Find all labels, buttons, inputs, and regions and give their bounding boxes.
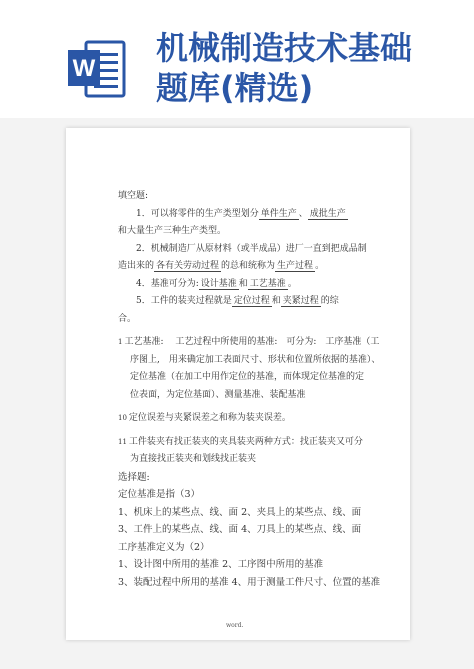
choice-1: 定位基准是指（3） [118, 489, 201, 500]
choice-1-options: 1、机床上的某些点、线、面 2、夹具上的某些点、线、面 [118, 506, 362, 518]
question-4: 4．基准可分为: 设计基准 和 工艺基准 。 [136, 278, 297, 289]
page-title [156, 28, 468, 108]
page-footer: word. [226, 622, 244, 629]
word-icon [64, 36, 130, 102]
title-line-2: 题库(精选) [156, 69, 314, 107]
question-5: 5．工件的装夹过程就是 定位过程 和 夹紧过程 的综 [136, 296, 339, 306]
question-2: 2．机械制造厂从原材料（或半成品）进厂一直到把成品制 [136, 243, 367, 254]
item-10: 10 定位误差与夹紧误差之和称为装夹误差。 [118, 413, 291, 423]
question-5-cont: 合。 [118, 313, 137, 324]
choice-2-options: 1、设计图中所用的基准 2、工序图中所用的基准 [118, 559, 324, 570]
section-choice: 选择题: [118, 471, 150, 483]
question-1-cont: 和大量生产三种生产类型。 [118, 226, 227, 236]
svg-text:W: W [72, 55, 96, 82]
section-fill-blank: 填空题: [118, 191, 149, 201]
choice-2-options-2: 3、装配过程中所用的基准 4、用于测量工件尺寸、位置的基准 [118, 576, 381, 588]
choice-1-options-2: 3、工件上的某些点、线、面 4、刀具上的某些点、线、面 [118, 524, 362, 535]
document-content [118, 188, 380, 591]
item-11: 11 工件装夹有找正装夹的夹具装夹两种方式：找正装夹又可分 为直接找正装夹和划线找正装夹 [118, 436, 363, 464]
title-line-1: 机械制造技术基础 [156, 29, 413, 67]
question-2-cont: 造出来的 各有关劳动过程 的总和统称为 生产过程 。 [118, 261, 325, 271]
choice-2: 工序基准定义为（2） [118, 541, 210, 553]
tech-datum-item: 1 工艺基准: 工艺过程中所使用的基准: 可分为: 工序基准（工 序图上, 用来确定加工表面尺寸、形状和位置所依据的基准）、 定位基准（在加工中用作定位的基准，而体现定位基准的定 位表面，为定位基面）、测量基准、装配基准 [118, 337, 381, 400]
header-banner [0, 0, 474, 118]
question-1: 1．可以将零件的生产类型划分 单件生产 、 成批生产 [136, 208, 346, 219]
